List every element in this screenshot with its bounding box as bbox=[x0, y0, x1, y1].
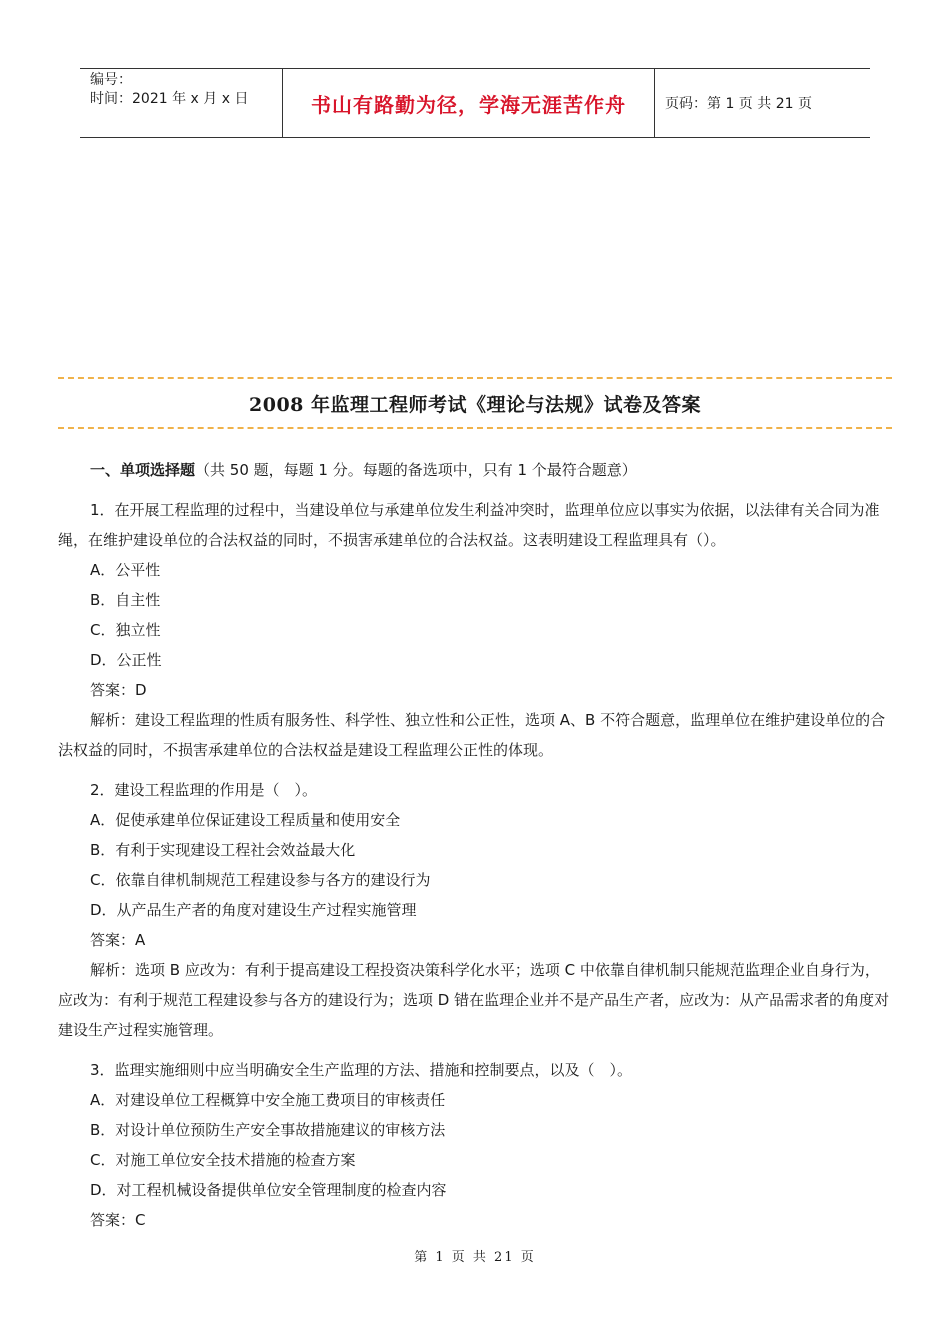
option: C．独立性 bbox=[90, 621, 161, 639]
header-meta bbox=[80, 69, 282, 137]
option: D．对工程机械设备提供单位安全管理制度的检查内容 bbox=[90, 1181, 447, 1199]
page-info: 页码：第 1 页 共 21 页 bbox=[665, 96, 812, 112]
option: A．促使承建单位保证建设工程质量和使用安全 bbox=[90, 811, 401, 829]
bottom-dashed-divider bbox=[58, 427, 892, 429]
section-heading bbox=[58, 455, 892, 485]
document-body bbox=[58, 455, 892, 1235]
date-text: 时间：2021 年 x 月 x 日 bbox=[90, 91, 249, 107]
option: A．公平性 bbox=[90, 561, 161, 579]
analysis: 解析：建设工程监理的性质有服务性、科学性、独立性和公正性，选项 A、B 不符合题意，监理单位在维护建设单位的合法权益的同时，不损害承建单位的合法权益是建设工程监理公正性的体现。 bbox=[58, 711, 886, 759]
option: B．自主性 bbox=[90, 591, 161, 609]
analysis: 解析：选项 B 应改为：有利于提高建设工程投资决策科学化水平；选项 C 中依靠自律机制只能规范监理企业自身行为，应改为：有利于规范工程建设参与各方的建设行为；选项 D 错在监理企业并不是产品生产者，应改为：从产品需求者的角度对建设生产过程实施管理。 bbox=[58, 961, 890, 1039]
option: C．依靠自律机制规范工程建设参与各方的建设行为 bbox=[90, 871, 431, 889]
document-title: 2008 年监理工程师考试《理论与法规》试卷及答案 bbox=[249, 394, 701, 416]
option: A．对建设单位工程概算中安全施工费项目的审核责任 bbox=[90, 1091, 446, 1109]
question-stem: 1．在开展工程监理的过程中，当建设单位与承建单位发生利益冲突时，监理单位应以事实为依据，以法律有关合同为准绳，在维护建设单位的合法权益的同时，不损害承建单位的合法权益。这表明建设工程监理具有（）。 bbox=[58, 501, 880, 549]
answer: 答案：C bbox=[90, 1211, 146, 1229]
section-heading-label: 一、单项选择题 bbox=[90, 461, 196, 479]
option: C．对施工单位安全技术措施的检查方案 bbox=[90, 1151, 356, 1169]
top-dashed-divider bbox=[58, 377, 892, 379]
question-stem: 3．监理实施细则中应当明确安全生产监理的方法、措施和控制要点，以及（ ）。 bbox=[90, 1061, 633, 1079]
number-label: 编号： bbox=[90, 72, 132, 88]
question-stem: 2．建设工程监理的作用是（ ）。 bbox=[90, 781, 318, 799]
option: B．对设计单位预防生产安全事故措施建议的审核方法 bbox=[90, 1121, 446, 1139]
page-footer: 第 1 页 共 21 页 bbox=[414, 1250, 536, 1265]
section-note: （共 50 题，每题 1 分。每题的备选项中，只有 1 个最符合题意） bbox=[195, 461, 637, 479]
motto: 书山有路勤为径，学海无涯苦作舟 bbox=[282, 69, 655, 137]
option: D．公正性 bbox=[90, 651, 162, 669]
header-table bbox=[80, 68, 870, 138]
answer: 答案：A bbox=[90, 931, 146, 949]
option: B．有利于实现建设工程社会效益最大化 bbox=[90, 841, 356, 859]
answer: 答案：D bbox=[90, 681, 147, 699]
option: D．从产品生产者的角度对建设生产过程实施管理 bbox=[90, 901, 417, 919]
